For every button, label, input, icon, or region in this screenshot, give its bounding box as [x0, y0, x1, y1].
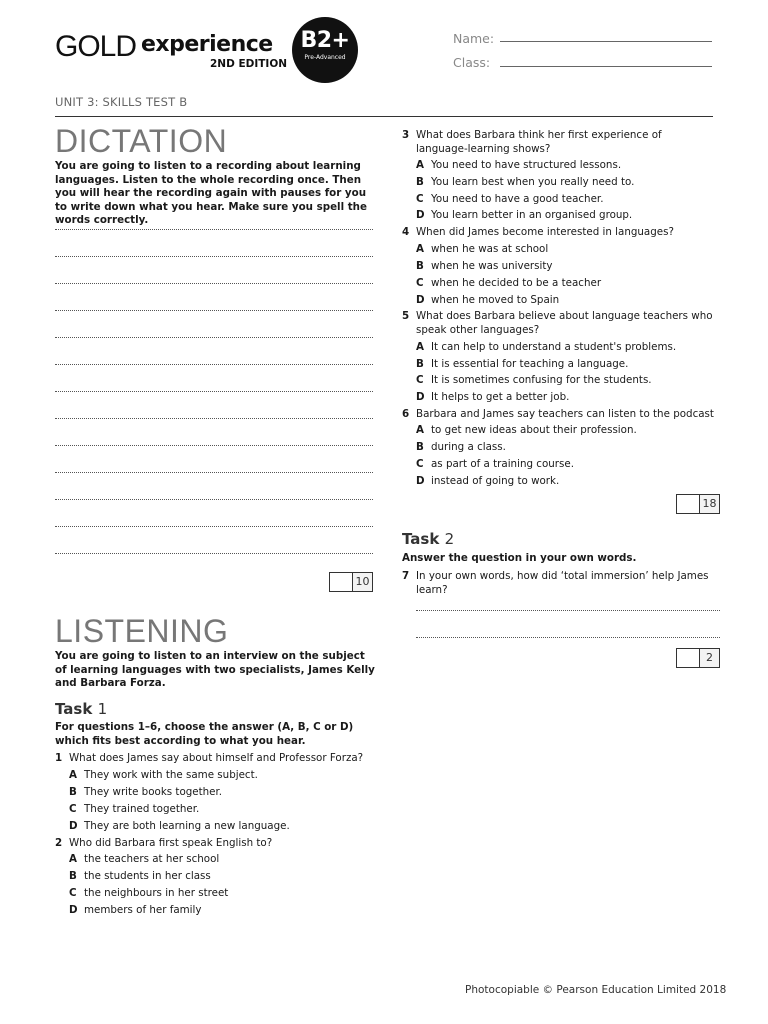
question-number: 1 — [55, 752, 63, 764]
option-letter: B — [416, 176, 424, 188]
option-letter: B — [69, 870, 77, 882]
option-letter: A — [416, 159, 424, 171]
option-letter: A — [69, 853, 77, 865]
question-number: 5 — [402, 310, 410, 322]
option-text: They are both learning a new language. — [84, 820, 290, 832]
badge-sub: Pre-Advanced — [304, 54, 346, 61]
option-letter: C — [416, 277, 424, 289]
question-number: 2 — [55, 837, 63, 849]
option-text: It helps to get a better job. — [431, 391, 570, 403]
header-divider — [55, 116, 713, 117]
dictation-instructions: You are going to listen to a recording about learning languages. Listen to the whole recording once. Then you will hear the recording again with pauses for you to write down what you hear. Make sure you spell the words correctly. — [55, 160, 367, 226]
option-text: to get new ideas about their profession. — [431, 424, 637, 436]
option-letter: C — [69, 803, 77, 815]
class-label: Class: — [453, 55, 491, 70]
answer-line[interactable] — [55, 364, 373, 365]
answer-line[interactable] — [55, 283, 373, 284]
task1-score-box — [676, 494, 720, 514]
task1-title-word: Task — [55, 700, 93, 718]
question-text: Who did Barbara first speak English to? — [69, 837, 273, 849]
option-text: It can help to understand a student's problems. — [431, 341, 677, 353]
option-text: when he moved to Spain — [431, 294, 560, 306]
option-text: when he decided to be a teacher — [431, 277, 602, 289]
listening-title: LISTENING — [55, 613, 229, 649]
option-text: It is essential for teaching a language. — [431, 358, 629, 370]
option-text: members of her family — [84, 904, 202, 916]
question-number: 6 — [402, 408, 410, 420]
question-5 — [402, 310, 720, 410]
question-6 — [402, 408, 720, 493]
dictation-title: DICTATION — [55, 123, 228, 159]
question-number: 3 — [402, 129, 410, 141]
answer-line[interactable] — [55, 391, 373, 392]
option-letter: B — [416, 260, 424, 272]
option-letter: A — [416, 424, 424, 436]
score-entry[interactable] — [677, 495, 700, 513]
question-number: 4 — [402, 226, 410, 238]
task2-title-word: Task — [402, 530, 440, 548]
task2-title — [402, 530, 454, 548]
level-badge — [292, 17, 358, 83]
score-total: 2 — [700, 649, 719, 667]
class-field[interactable] — [500, 66, 712, 67]
option-text: They write books together. — [84, 786, 223, 798]
option-text: You need to have structured lessons. — [431, 159, 622, 171]
answer-line[interactable] — [55, 553, 373, 554]
option-letter: C — [416, 193, 424, 205]
score-entry[interactable] — [677, 649, 700, 667]
option-letter: B — [69, 786, 77, 798]
name-field[interactable] — [500, 41, 712, 42]
logo-gold: GOLD — [55, 30, 137, 63]
option-letter: D — [69, 820, 78, 832]
score-total: 10 — [353, 573, 372, 591]
option-letter: B — [416, 358, 424, 370]
option-text: the teachers at her school — [84, 853, 220, 865]
option-text: as part of a training course. — [431, 458, 574, 470]
copyright-footer: Photocopiable © Pearson Education Limited 2018 — [465, 984, 727, 996]
task1-title — [55, 700, 107, 718]
badge-level: B2+ — [300, 28, 350, 53]
option-text: It is sometimes confusing for the students. — [431, 374, 652, 386]
answer-line[interactable] — [55, 526, 373, 527]
question-text: In your own words, how did ‘total immersion’ help James learn? — [416, 570, 709, 596]
task2-instructions: Answer the question in your own words. — [402, 552, 637, 564]
task1-instructions: For questions 1–6, choose the answer (A, B, C or D) which fits best according to what you hear. — [55, 721, 354, 747]
option-text: They trained together. — [84, 803, 200, 815]
option-text: when he was university — [431, 260, 553, 272]
question-number: 7 — [402, 570, 410, 582]
option-text: They work with the same subject. — [84, 769, 258, 781]
answer-line[interactable] — [55, 472, 373, 473]
question-3 — [402, 129, 720, 229]
answer-line[interactable] — [55, 445, 373, 446]
question-7 — [402, 570, 720, 600]
option-letter: D — [416, 475, 425, 487]
answer-line[interactable] — [55, 337, 373, 338]
option-text: the neighbours in her street — [84, 887, 229, 899]
option-letter: D — [416, 391, 425, 403]
option-letter: A — [416, 243, 424, 255]
unit-heading: UNIT 3: SKILLS TEST B — [55, 95, 188, 109]
question-2 — [55, 837, 375, 927]
task2-score-box — [676, 648, 720, 668]
question-4 — [402, 226, 720, 311]
option-text: instead of going to work. — [431, 475, 560, 487]
task2-title-num: 2 — [444, 530, 455, 548]
option-letter: C — [416, 374, 424, 386]
option-text: the students in her class — [84, 870, 211, 882]
name-label: Name: — [453, 31, 495, 46]
option-letter: D — [416, 209, 425, 221]
answer-line[interactable] — [55, 499, 373, 500]
dictation-score-box — [329, 572, 373, 592]
option-letter: D — [69, 904, 78, 916]
question-text: What does Barbara think her first experience of language-learning shows? — [416, 129, 662, 155]
question-text: What does James say about himself and Professor Forza? — [69, 752, 364, 764]
option-text: You need to have a good teacher. — [431, 193, 604, 205]
logo-edition: 2ND EDITION — [210, 58, 288, 70]
score-entry[interactable] — [330, 573, 353, 591]
option-letter: A — [416, 341, 424, 353]
option-letter: D — [416, 294, 425, 306]
answer-line[interactable] — [55, 418, 373, 419]
question-text: When did James become interested in languages? — [416, 226, 674, 238]
question-text: Barbara and James say teachers can listen to the podcast — [416, 408, 714, 420]
option-letter: C — [416, 458, 424, 470]
option-text: during a class. — [431, 441, 506, 453]
task1-title-num: 1 — [97, 700, 108, 718]
logo-experience: experience — [141, 32, 273, 57]
option-letter: C — [69, 887, 77, 899]
option-text: You learn better in an organised group. — [431, 209, 633, 221]
answer-line[interactable] — [416, 610, 720, 611]
option-letter: B — [416, 441, 424, 453]
answer-line[interactable] — [55, 256, 373, 257]
answer-line[interactable] — [416, 637, 720, 638]
score-total: 18 — [700, 495, 719, 513]
listening-instructions: You are going to listen to an interview on the subject of learning languages with two specialists, James Kelly and Barbara Forza. — [55, 650, 375, 689]
answer-line[interactable] — [55, 229, 373, 230]
option-text: You learn best when you really need to. — [431, 176, 635, 188]
option-text: when he was at school — [431, 243, 549, 255]
answer-line[interactable] — [55, 310, 373, 311]
question-text: What does Barbara believe about language teachers who speak other languages? — [416, 310, 713, 336]
option-letter: A — [69, 769, 77, 781]
